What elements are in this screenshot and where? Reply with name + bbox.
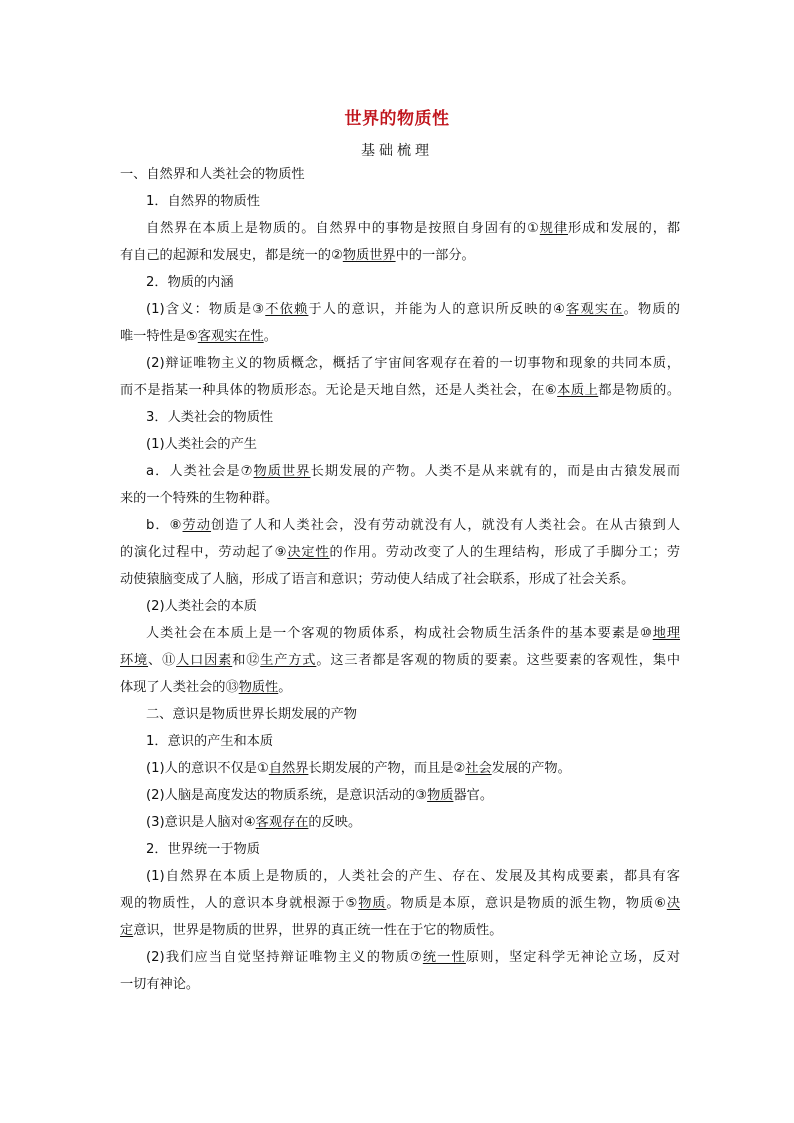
- paragraph-line: (1)人的意识不仅是①自然界长期发展的产物，而且是②社会发展的产物。: [146, 761, 571, 776]
- heading-1: 一、自然界和人类社会的物质性: [120, 167, 305, 182]
- paragraph-line: 观的物质性，人的意识本身就根源于⑤物质。物质是本原，意识是物质的派生物，物质⑥决: [120, 896, 681, 911]
- paragraph-line: 有自己的起源和发展史，都是统一的②物质世界中的一部分。: [120, 248, 475, 263]
- paragraph-line: 的演化过程中，劳动起了⑨决定性的作用。劳动改变了人的生理结构，形成了手脚分工；劳: [120, 545, 681, 560]
- sub-heading: (2)人类社会的本质: [146, 599, 257, 614]
- paragraph-line: 动使猿脑变成了人脑，形成了语言和意识；劳动使人结成了社会联系，形成了社会关系。: [120, 572, 635, 587]
- paragraph-line: 体现了人类社会的⑬物质性。: [120, 680, 292, 695]
- paragraph-line: (2)我们应当自觉坚持辩证唯物主义的物质⑦统一性原则，坚定科学无神论立场，反对: [146, 950, 681, 965]
- paragraph-line: (2)人脑是高度发达的物质系统，是意识活动的③物质器官。: [146, 788, 494, 803]
- heading-2: 二、意识是物质世界长期发展的产物: [146, 707, 357, 722]
- paragraph-line: 唯一特性是⑤客观实在性。: [120, 329, 277, 344]
- paragraph-line: a．人类社会是⑦物质世界长期发展的产物。人类不是从来就有的，而是由古猿发展而: [146, 464, 681, 479]
- paragraph-line: (1)含义：物质是③不依赖于人的意识，并能为人的意识所反映的④客观实在。物质的: [146, 302, 680, 317]
- heading-2-1: 1．意识的产生和本质: [146, 734, 274, 749]
- paragraph-line: b．⑧劳动创造了人和人类社会，没有劳动就没有人，就没有人类社会。在从古猿到人: [146, 518, 681, 533]
- section-subtitle: 基础梳理: [361, 143, 433, 159]
- paragraph-line: 来的一个特殊的生物种群。: [120, 491, 279, 506]
- heading-1-3: 3．人类社会的物质性: [146, 410, 274, 425]
- paragraph-line: 而不是指某一种具体的物质形态。无论是天地自然，还是人类社会，在⑥本质上都是物质的。: [120, 383, 681, 398]
- paragraph-line: (3)意识是人脑对④客观存在的反映。: [146, 815, 362, 830]
- heading-1-1: 1．自然界的物质性: [146, 194, 260, 209]
- paragraph-line: 定意识，世界是物质的世界，世界的真正统一性在于它的物质性。: [120, 923, 503, 938]
- paragraph-line: 人类社会在本质上是一个客观的物质体系，构成社会物质生活条件的基本要素是⑩地理: [146, 626, 681, 641]
- paragraph-line: 自然界在本质上是物质的。自然界中的事物是按照自身固有的①规律形成和发展的，都: [146, 221, 681, 236]
- paragraph-line: 一切有神论。: [120, 977, 200, 992]
- heading-2-2: 2．世界统一于物质: [146, 842, 260, 857]
- heading-1-2: 2．物质的内涵: [146, 275, 234, 290]
- paragraph-line: (1)自然界在本质上是物质的，人类社会的产生、存在、发展及其构成要素，都具有客: [146, 869, 680, 884]
- paragraph-line: (2)辩证唯物主义的物质概念，概括了宇宙间客观存在着的一切事物和现象的共同本质，: [146, 356, 680, 371]
- sub-heading: (1)人类社会的产生: [146, 437, 257, 452]
- document-title: 世界的物质性: [344, 109, 450, 129]
- paragraph-line: 环境、⑪人口因素和⑫生产方式。这三者都是客观的物质的要素。这些要素的客观性，集中: [120, 653, 681, 668]
